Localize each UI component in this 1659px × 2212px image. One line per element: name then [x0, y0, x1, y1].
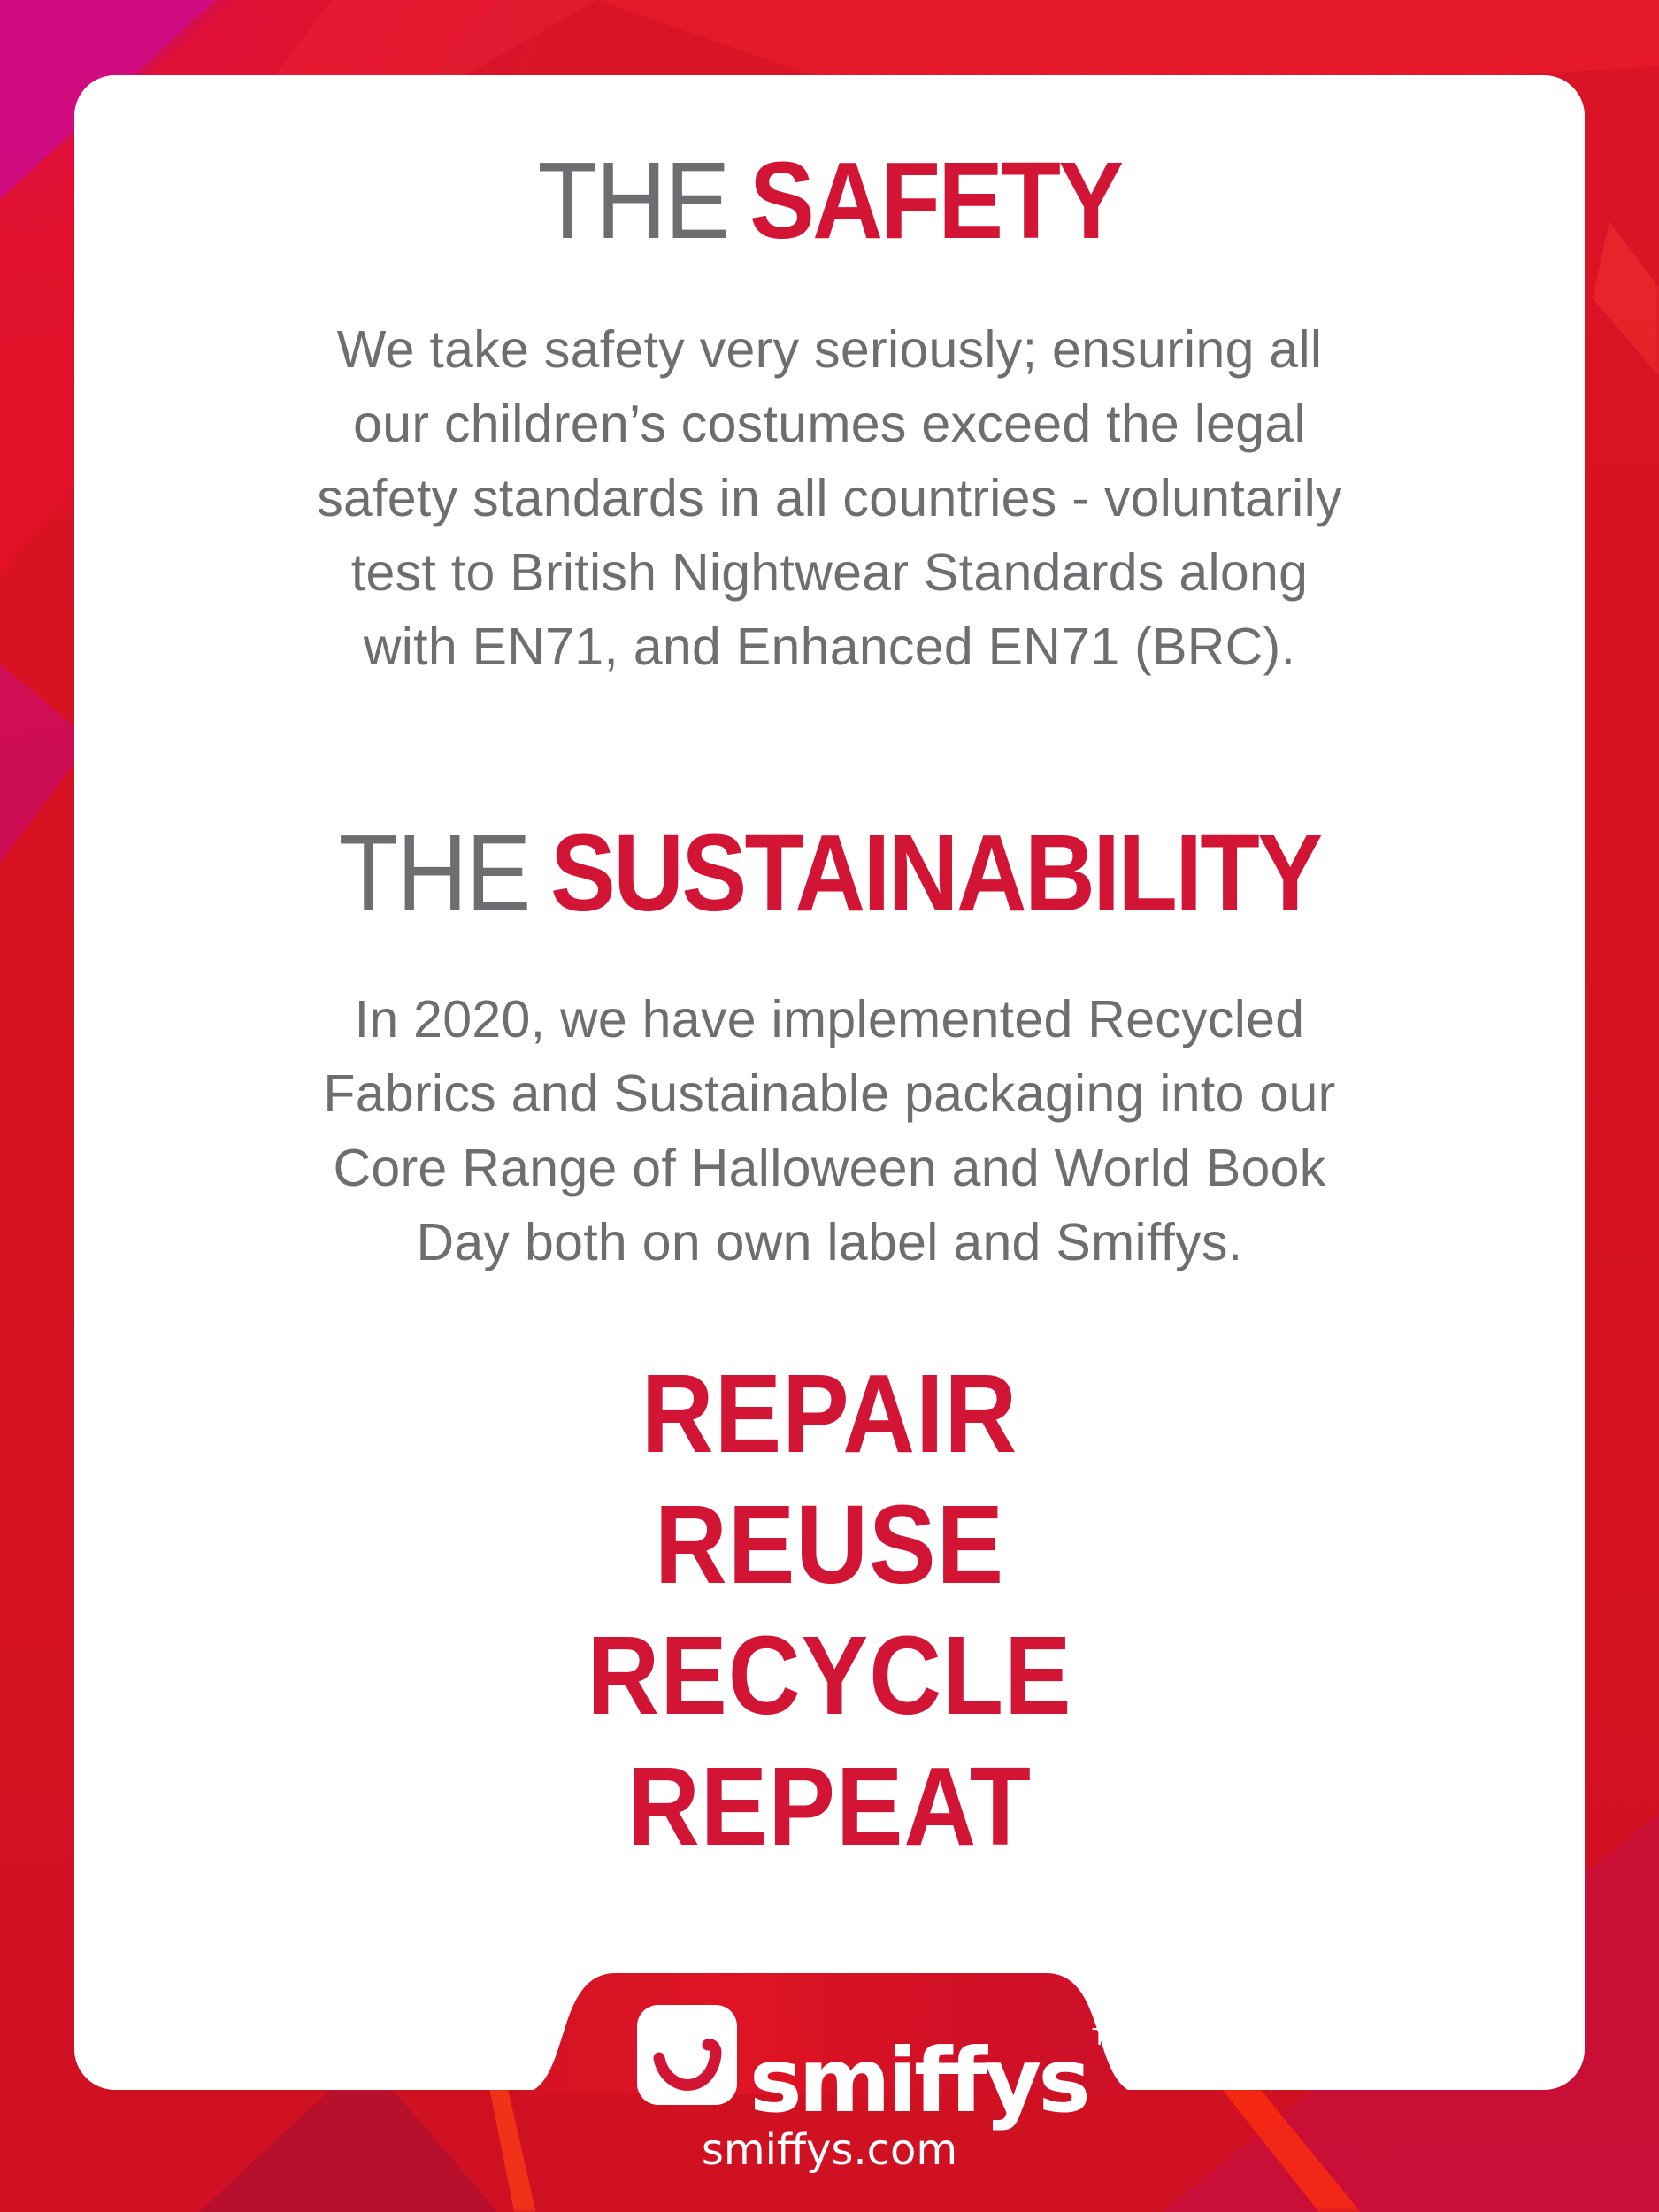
paragraph-line: Day both on own label and Smiffys.	[416, 1213, 1243, 1271]
paragraph-line: In 2020, we have implemented Recycled	[354, 990, 1305, 1048]
sustainability-heading	[150, 813, 1509, 934]
safety-heading	[150, 141, 1509, 262]
safety-paragraph	[74, 312, 1585, 684]
brand-logo	[637, 2005, 1127, 2132]
heading-prefix: THE	[537, 141, 729, 262]
mantra-block	[150, 1348, 1509, 1872]
sustainability-paragraph	[74, 982, 1585, 1279]
heading-emphasis: SAFETY	[749, 141, 1122, 262]
trademark-symbol: TM	[1092, 2024, 1127, 2051]
heading-prefix: THE	[338, 813, 530, 934]
mantra-line: REPEAT	[627, 1744, 1032, 1869]
paragraph-line: We take safety very seriously; ensuring all	[336, 320, 1323, 379]
brand-wordmark: smiffys	[749, 2029, 1087, 2132]
paragraph-line: Fabrics and Sustainable packaging into our	[323, 1064, 1336, 1123]
mantra-line: RECYCLE	[587, 1613, 1072, 1738]
heading-emphasis: SUSTAINABILITY	[550, 813, 1321, 934]
paragraph-line: Core Range of Halloween and World Book	[333, 1139, 1326, 1197]
paragraph-line: test to British Nightwear Standards along	[350, 543, 1309, 602]
website-url: smiffys.com	[701, 2125, 958, 2175]
mantra-line: REPAIR	[641, 1351, 1018, 1476]
paragraph-line: with EN71, and Enhanced EN71 (BRC).	[363, 618, 1296, 676]
paragraph-line: safety standards in all countries - voluntarily	[317, 469, 1342, 527]
paragraph-line: our children’s costumes exceed the legal	[353, 395, 1306, 453]
mantra-line: REUSE	[654, 1482, 1005, 1607]
smile-icon	[637, 2005, 737, 2105]
